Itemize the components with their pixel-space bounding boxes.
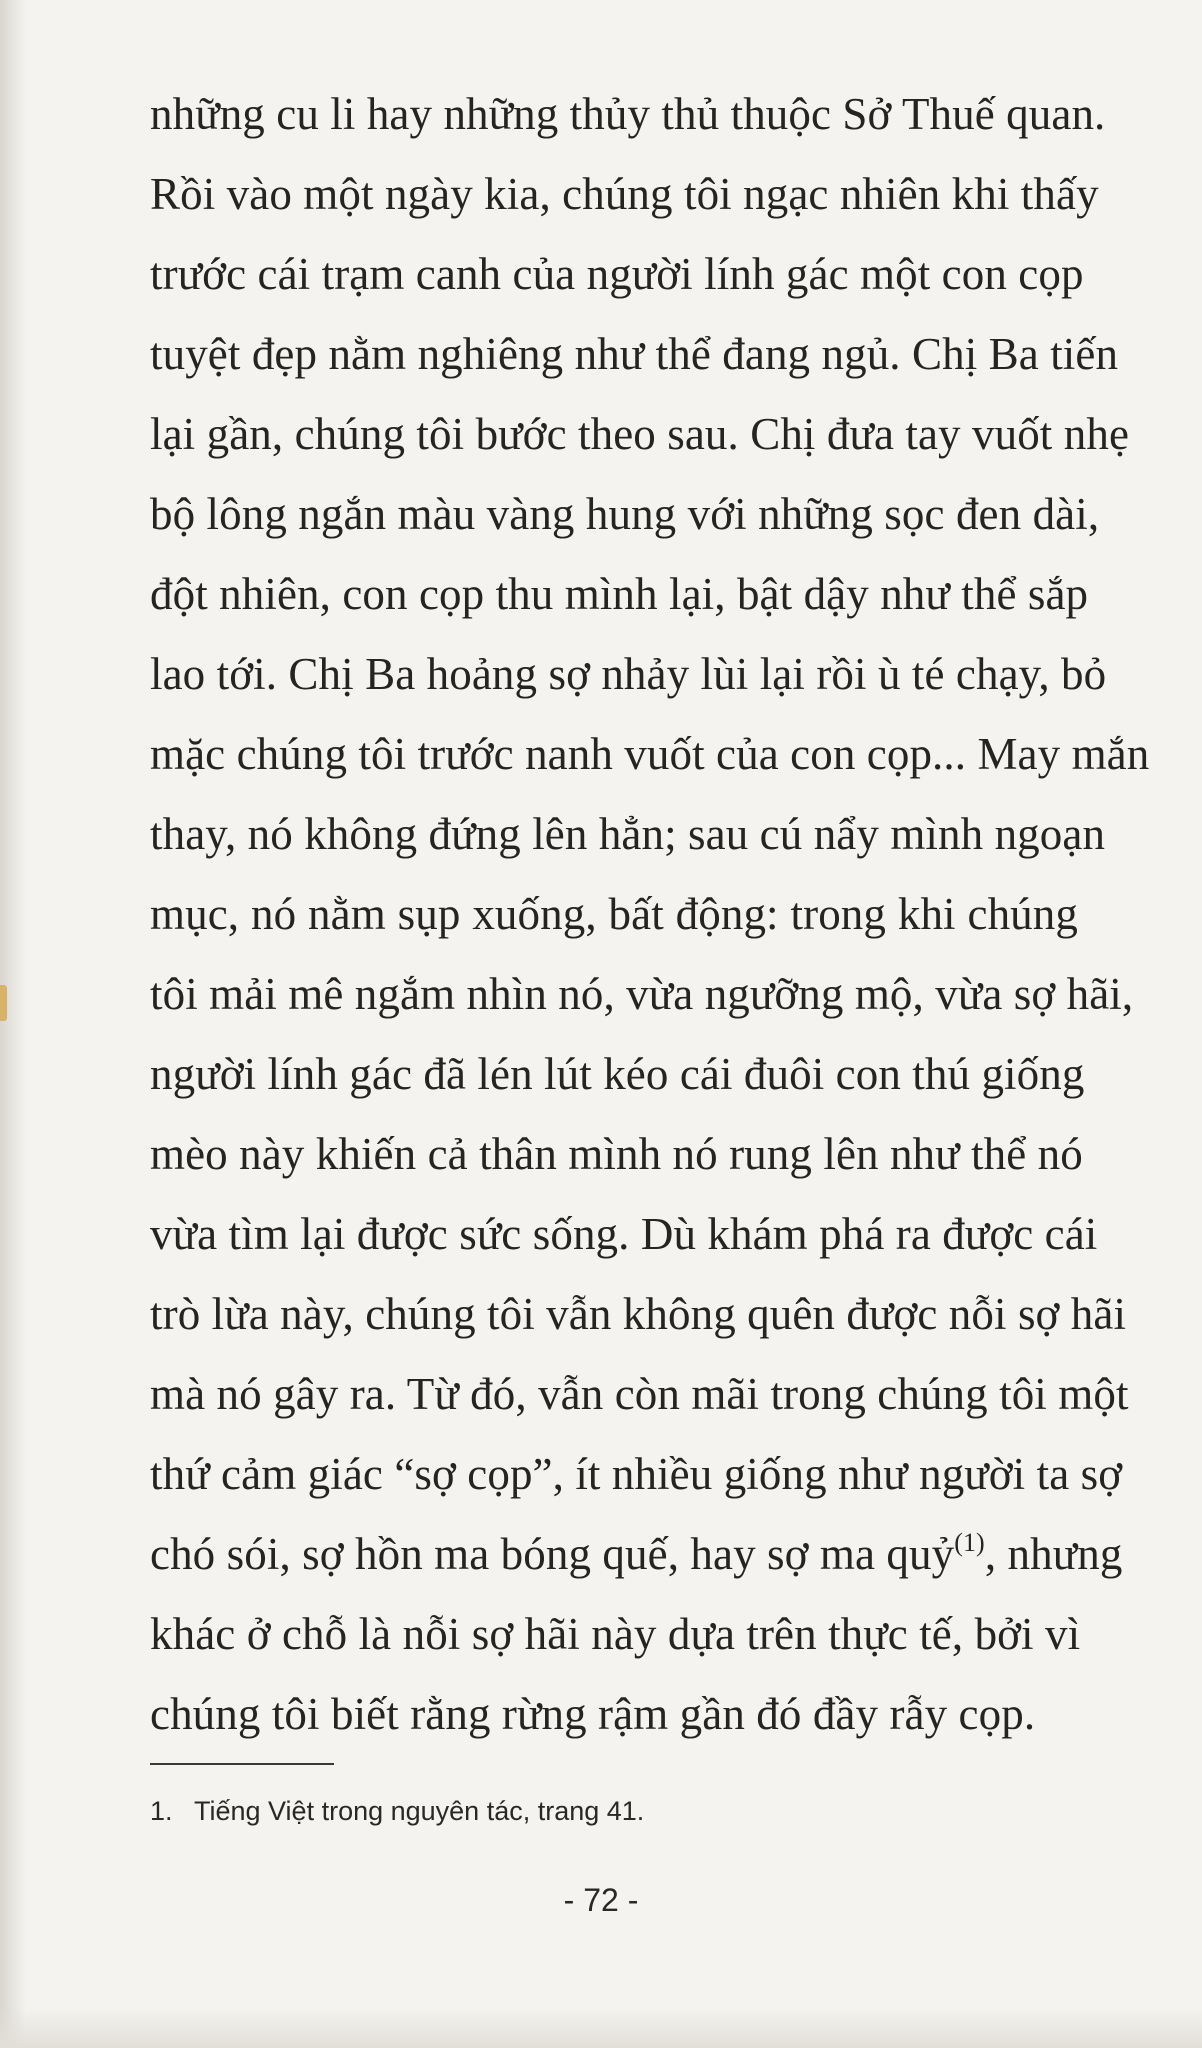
text-line: mà nó gây ra. Từ đó, vẫn còn mãi trong chúng tôi một — [150, 1369, 1129, 1419]
footnote-number: 1. — [150, 1796, 173, 1826]
text-segment: , nhưng — [984, 1529, 1123, 1579]
text-line: lao tới. Chị Ba hoảng sợ nhảy lùi lại rồi ù té chạy, bỏ — [150, 649, 1107, 699]
text-segment: chó sói, sợ hồn ma bóng quế, hay sợ ma quỷ — [150, 1529, 955, 1579]
text-line — [150, 1514, 1123, 1594]
text-line: trò lừa này, chúng tôi vẫn không quên được nỗi sợ hãi — [150, 1289, 1127, 1339]
page-number: - 72 - — [563, 1882, 639, 1918]
text-line: thay, nó không đứng lên hẳn; sau cú nẩy mình ngoạn — [150, 809, 1106, 859]
text-line: những cu li hay những thủy thủ thuộc Sở Thuế quan. — [150, 89, 1106, 139]
text-line: lại gần, chúng tôi bước theo sau. Chị đưa tay vuốt nhẹ — [150, 409, 1130, 459]
text-line: mục, nó nằm sụp xuống, bất động: trong khi chúng — [150, 889, 1078, 939]
footnote — [150, 1793, 644, 1829]
text-line: thứ cảm giác “sợ cọp”, ít nhiều giống như người ta sợ — [150, 1449, 1123, 1499]
text-line: chúng tôi biết rằng rừng rậm gần đó đầy rẫy cọp. — [150, 1689, 1036, 1739]
footnote-text: Tiếng Việt trong nguyên tác, trang 41. — [194, 1796, 645, 1826]
page-bottom-shadow — [0, 2008, 1202, 2048]
text-line: tuyệt đẹp nằm nghiêng như thể đang ngủ. Chị Ba tiến — [150, 329, 1119, 379]
footnote-divider — [150, 1763, 334, 1765]
text-line: người lính gác đã lén lút kéo cái đuôi con thú giống — [150, 1049, 1085, 1099]
text-line: Rồi vào một ngày kia, chúng tôi ngạc nhiên khi thấy — [150, 169, 1099, 219]
text-line: tôi mải mê ngắm nhìn nó, vừa ngưỡng mộ, vừa sợ hãi, — [150, 969, 1134, 1019]
text-line: trước cái trạm canh của người lính gác một con cọp — [150, 249, 1084, 299]
footnote-reference: (1) — [954, 1528, 985, 1557]
text-line: khác ở chỗ là nỗi sợ hãi này dựa trên thực tế, bởi vì — [150, 1609, 1081, 1659]
text-line: bộ lông ngắn màu vàng hung với những sọc đen dài, — [150, 489, 1100, 539]
text-line: vừa tìm lại được sức sống. Dù khám phá ra được cái — [150, 1209, 1098, 1259]
text-line: mèo này khiến cả thân mình nó rung lên như thể nó — [150, 1129, 1083, 1179]
text-line: đột nhiên, con cọp thu mình lại, bật dậy như thể sắp — [150, 569, 1089, 619]
text-line: mặc chúng tôi trước nanh vuốt của con cọp... May mắn — [150, 729, 1150, 779]
